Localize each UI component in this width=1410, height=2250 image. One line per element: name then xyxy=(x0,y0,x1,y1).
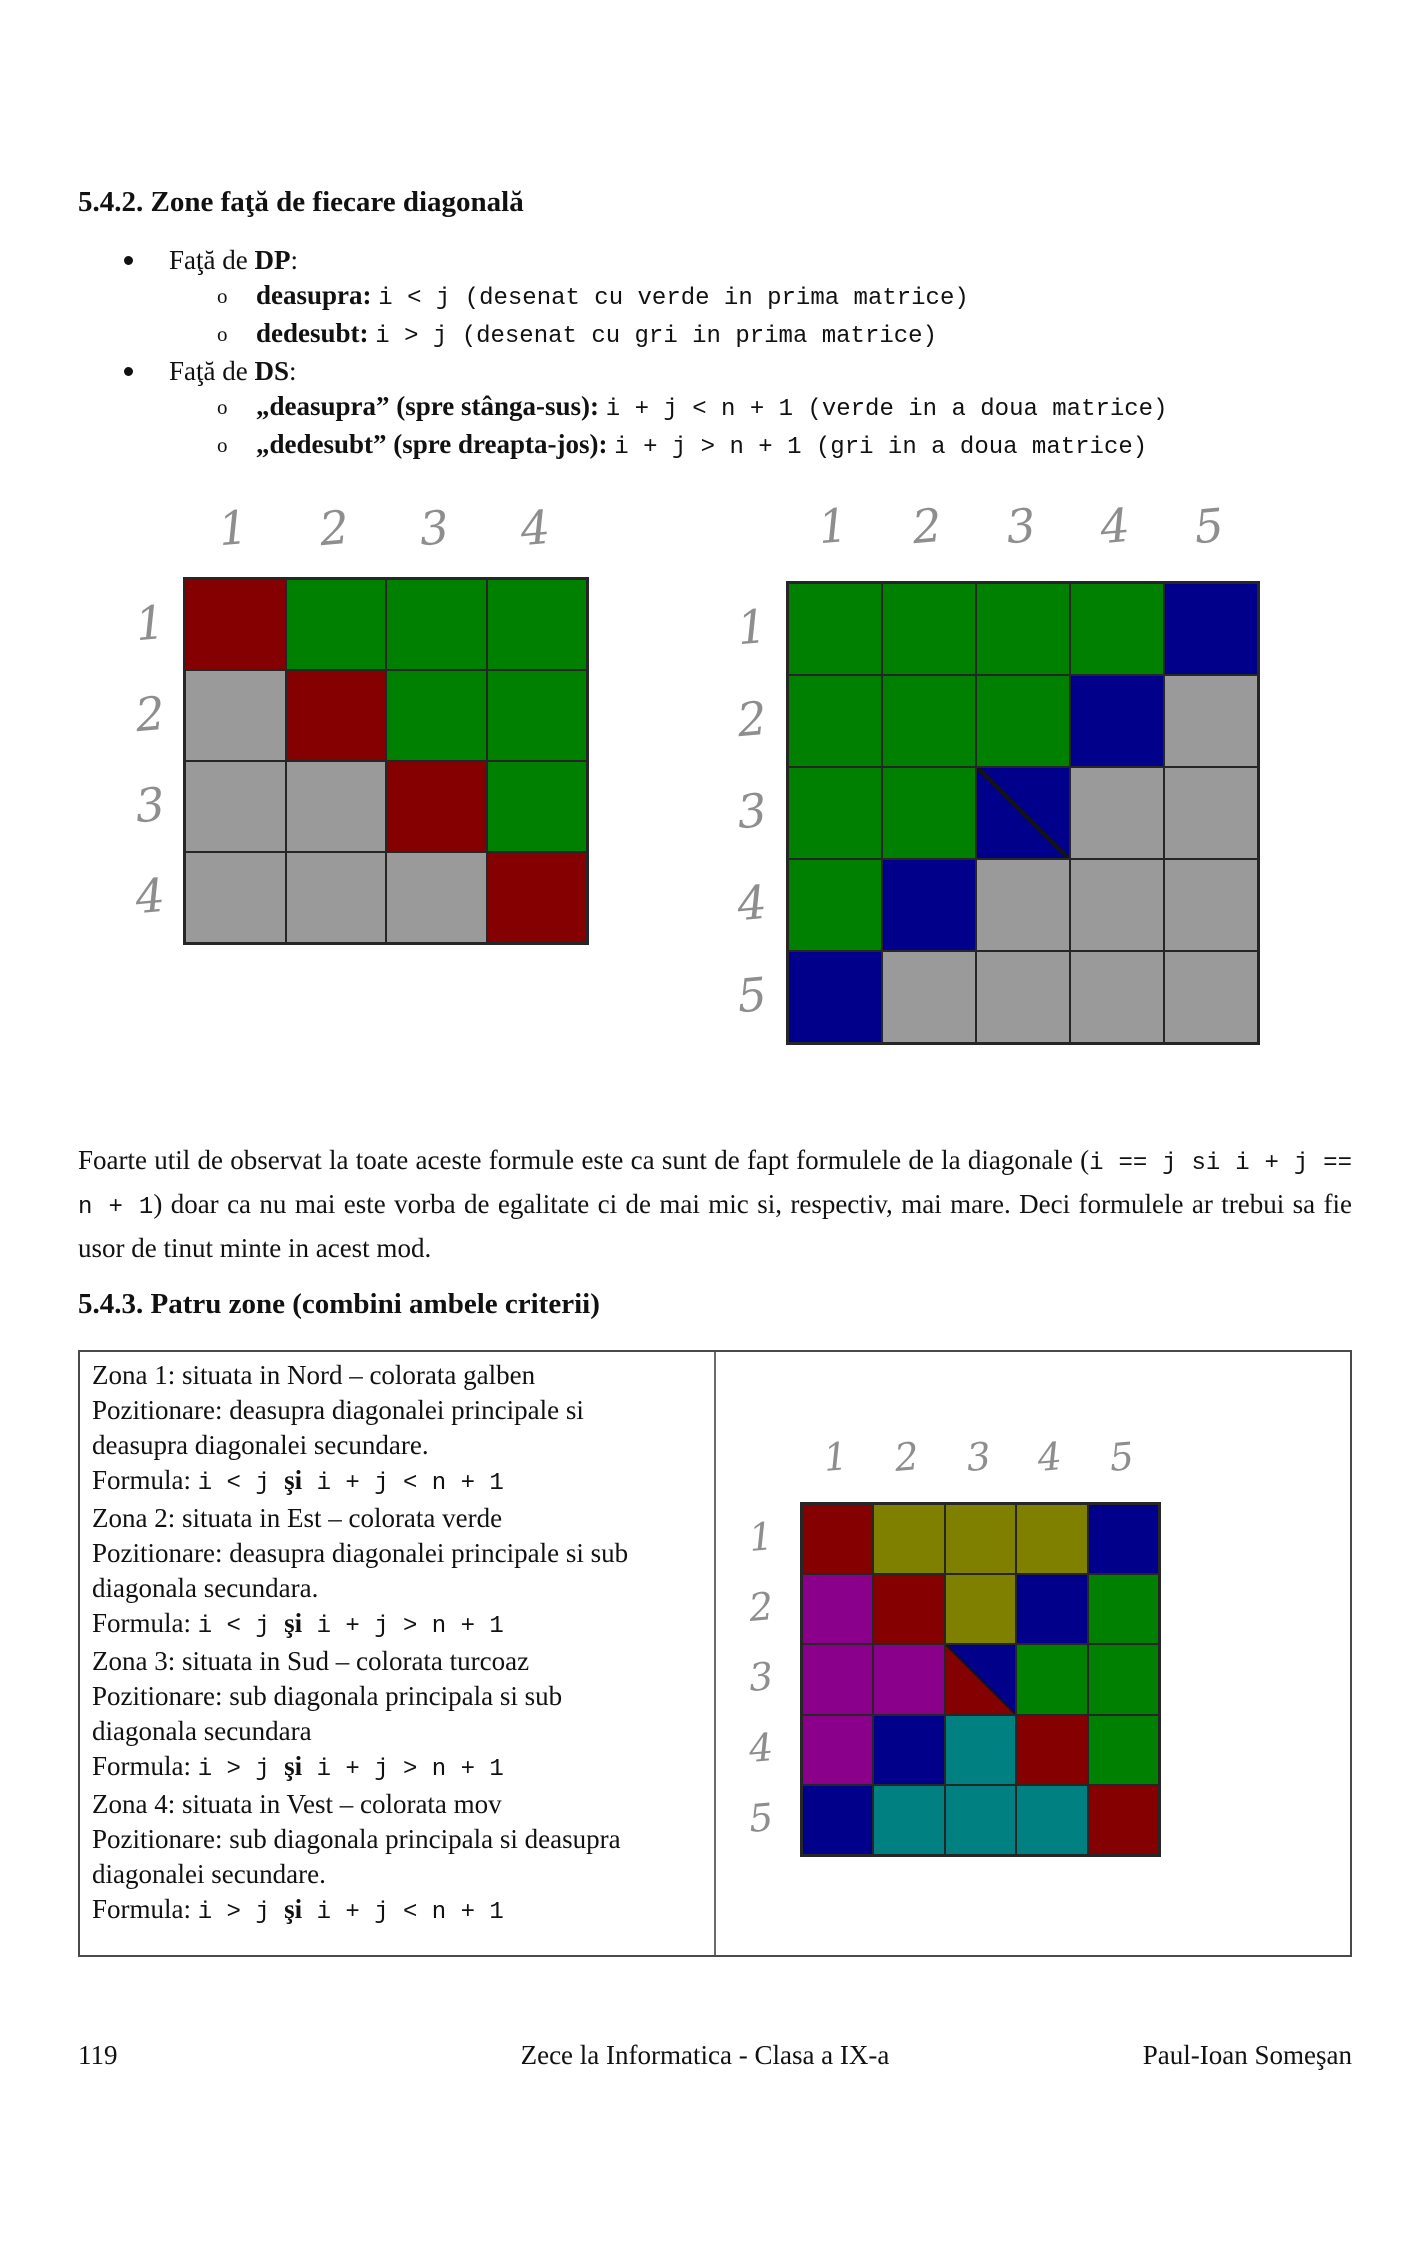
matrix-cell-r5c5 xyxy=(1088,1785,1159,1855)
matrix-cell-r1c4 xyxy=(1070,583,1164,675)
matrix-cell-r4c3 xyxy=(976,859,1070,951)
text-segment: „dedesubt” (spre dreapta-jos): xyxy=(256,429,615,459)
text-segment: Formula: xyxy=(92,1465,198,1495)
bullet-item xyxy=(78,243,1368,278)
text-segment: Faţă de xyxy=(169,245,255,275)
zone-text-line xyxy=(92,1501,697,1536)
sub-bullet-item xyxy=(78,389,1368,427)
row-label: 1 xyxy=(133,594,167,651)
row-label: 4 xyxy=(747,1724,775,1771)
row-label: 1 xyxy=(735,598,769,656)
matrix-cell-r1c5 xyxy=(1088,1504,1159,1574)
text-segment: şi xyxy=(284,1465,303,1495)
matrix-cell-r3c1 xyxy=(185,761,286,852)
matrix-cell-r1c1 xyxy=(802,1504,873,1574)
zone-text-line xyxy=(92,1393,697,1428)
text-segment: Zona 4: situata in Vest – colorata mov xyxy=(92,1789,502,1819)
row-label: 2 xyxy=(735,690,769,748)
matrix-cell-r5c1 xyxy=(788,951,882,1043)
row-label: 4 xyxy=(133,867,167,924)
zone-text-line xyxy=(92,1749,697,1787)
row-label: 5 xyxy=(747,1794,775,1841)
matrix-cell-r4c3 xyxy=(945,1715,1016,1785)
four-zones-box xyxy=(78,1350,1352,1957)
sub-bullet-item xyxy=(78,316,1368,354)
matrix-cell-r1c1 xyxy=(185,579,286,670)
matrix-cell-r3c3 xyxy=(976,767,1070,859)
col-label: 3 xyxy=(1004,497,1038,555)
text-segment: i > j (desenat cu gri in prima matrice) xyxy=(375,323,937,350)
matrix-cell-r3c2 xyxy=(286,761,387,852)
matrix-cell-r5c3 xyxy=(945,1785,1016,1855)
text-segment: : xyxy=(289,356,297,386)
bullet-item xyxy=(78,354,1368,389)
zone-text-line xyxy=(92,1358,697,1393)
matrix-cell-r1c3 xyxy=(945,1504,1016,1574)
col-label: 2 xyxy=(910,497,944,555)
zone-descriptions xyxy=(92,1358,697,1930)
matrix-cell-r3c3 xyxy=(386,761,487,852)
matrix-cell-r2c3 xyxy=(976,675,1070,767)
matrix-cell-r4c4 xyxy=(1070,859,1164,951)
text-segment: Pozitionare: sub diagonala principala si sub xyxy=(92,1681,563,1711)
bullet-list xyxy=(78,243,1368,465)
zone-text-line xyxy=(92,1536,697,1571)
zone-text-line xyxy=(92,1822,697,1857)
zone-text-line xyxy=(92,1428,697,1463)
circle-bullet-icon: o xyxy=(217,284,228,308)
row-label: 3 xyxy=(747,1654,775,1701)
matrix-body xyxy=(117,577,589,945)
col-label: 3 xyxy=(417,499,452,557)
section-heading-542: 5.4.2. Zone faţă de fiecare diagonală xyxy=(78,186,524,218)
col-label: 1 xyxy=(216,499,251,557)
matrix-cell-r5c1 xyxy=(802,1785,873,1855)
col-label: 4 xyxy=(1035,1434,1064,1480)
text-segment: deasupra: xyxy=(256,280,379,310)
bullet-dot-icon xyxy=(124,367,133,376)
text-segment: şi xyxy=(284,1894,303,1924)
row-label: 3 xyxy=(735,782,769,840)
bullet-dot-icon xyxy=(124,256,133,265)
zone-text-line xyxy=(92,1571,697,1606)
body-paragraph xyxy=(78,1140,1352,1268)
matrix-cell-r2c1 xyxy=(788,675,882,767)
matrix-cell-r4c2 xyxy=(286,852,387,943)
matrix-cell-r4c3 xyxy=(386,852,487,943)
box-column-divider xyxy=(714,1352,716,1955)
matrix-grid xyxy=(800,1502,1161,1857)
text-segment: i + j > n + 1 (gri in a doua matrice) xyxy=(614,434,1148,461)
col-label: 4 xyxy=(1098,497,1132,555)
text-segment: Zona 3: situata in Sud – colorata turcoaz xyxy=(92,1646,530,1676)
circle-bullet-icon: o xyxy=(217,433,228,457)
text-segment: i > j xyxy=(197,1899,285,1926)
text-segment: Formula: xyxy=(92,1608,198,1638)
zone-text-line xyxy=(92,1787,697,1822)
footer-book-title: Zece la Informatica - Clasa a IX-a xyxy=(520,2040,890,2070)
matrix-cell-r1c5 xyxy=(1164,583,1258,675)
matrix-cell-r2c1 xyxy=(802,1574,873,1644)
matrix-cell-r4c2 xyxy=(873,1715,944,1785)
text-segment: i < j (desenat cu verde in prima matrice) xyxy=(378,285,969,312)
text-segment: diagonala secundara xyxy=(92,1716,312,1746)
sub-bullet-item xyxy=(78,427,1368,465)
matrix-cell-r5c2 xyxy=(873,1785,944,1855)
section-heading-543: 5.4.3. Patru zone (combini ambele criterii) xyxy=(78,1288,600,1320)
matrix-cell-r3c1 xyxy=(788,767,882,859)
matrix-row-labels xyxy=(718,581,786,1041)
text-segment: diagonala secundara. xyxy=(92,1573,319,1603)
text-segment: i + j > n + 1 xyxy=(302,1756,504,1783)
matrix-cell-r2c2 xyxy=(873,1574,944,1644)
zone-text-line xyxy=(92,1679,697,1714)
text-segment: ) doar ca nu mai este vorba de egalitate ci de mai mic si, respectiv, mai mare. Deci formulele ar trebui sa fie usor de tinut minte in acest mod. xyxy=(78,1189,1352,1263)
text-segment: dedesubt: xyxy=(256,318,376,348)
matrix-cell-r4c2 xyxy=(882,859,976,951)
matrix-cell-r1c2 xyxy=(873,1504,944,1574)
matrix-cell-r3c4 xyxy=(1016,1644,1087,1714)
text-segment: i + j < n + 1 xyxy=(302,1470,504,1497)
col-label: 3 xyxy=(964,1434,993,1480)
matrix-cell-r2c5 xyxy=(1088,1574,1159,1644)
text-segment: i + j < n + 1 (verde in a doua matrice) xyxy=(605,396,1168,423)
matrix-cell-r2c3 xyxy=(945,1574,1016,1644)
col-label: 1 xyxy=(821,1434,850,1480)
matrix-cell-r1c4 xyxy=(487,579,588,670)
text-segment: şi xyxy=(284,1608,303,1638)
matrix-cell-r1c4 xyxy=(1016,1504,1087,1574)
matrix-cell-r4c1 xyxy=(802,1715,873,1785)
text-segment: DP xyxy=(254,245,291,275)
page-footer xyxy=(0,2040,1410,2080)
zone-text-line xyxy=(92,1857,697,1892)
matrix-cell-r1c1 xyxy=(788,583,882,675)
matrix-cell-r2c4 xyxy=(1016,1574,1087,1644)
text-segment: i == j si i + j == n + 1 xyxy=(78,1150,1352,1221)
matrix-row-labels xyxy=(722,1502,800,1853)
matrix-cell-r1c3 xyxy=(386,579,487,670)
matrix-cell-r3c4 xyxy=(487,761,588,852)
text-segment: Faţă de xyxy=(169,356,255,386)
col-label: 4 xyxy=(517,499,552,557)
matrix-cell-r2c4 xyxy=(1070,675,1164,767)
matrix-cell-r3c5 xyxy=(1164,767,1258,859)
matrix-cell-r3c1 xyxy=(802,1644,873,1714)
col-label: 5 xyxy=(1192,497,1226,555)
matrix-cell-r4c5 xyxy=(1164,859,1258,951)
circle-bullet-icon: o xyxy=(217,322,228,346)
sub-bullet-item xyxy=(78,278,1368,316)
matrix-cell-r5c2 xyxy=(882,951,976,1043)
text-segment: Formula: xyxy=(92,1751,198,1781)
matrix-cell-r5c4 xyxy=(1070,951,1164,1043)
text-segment: Pozitionare: deasupra diagonalei principale si sub xyxy=(92,1538,629,1568)
matrix-cell-r3c4 xyxy=(1070,767,1164,859)
text-segment: „deasupra” (spre stânga-sus): xyxy=(256,391,606,421)
matrix-col-labels xyxy=(183,499,585,577)
matrix-cell-r1c2 xyxy=(286,579,387,670)
matrix-cell-r2c4 xyxy=(487,670,588,761)
matrix-cell-r4c5 xyxy=(1088,1715,1159,1785)
matrix-cell-r1c2 xyxy=(882,583,976,675)
matrix-cell-r3c3 xyxy=(945,1644,1016,1714)
matrix-figure-secondary-diagonal xyxy=(718,497,1260,1045)
matrix-cell-r5c4 xyxy=(1016,1785,1087,1855)
matrix-col-labels xyxy=(800,1434,1157,1502)
matrix-cell-r4c1 xyxy=(788,859,882,951)
row-label: 4 xyxy=(735,874,769,932)
zone-text-line xyxy=(92,1606,697,1644)
matrix-cell-r4c1 xyxy=(185,852,286,943)
row-label: 3 xyxy=(133,776,167,833)
matrix-cell-r3c2 xyxy=(882,767,976,859)
circle-bullet-icon: o xyxy=(217,395,228,419)
text-segment: Formula: xyxy=(92,1894,198,1924)
matrix-body xyxy=(718,581,1260,1045)
zone-text-line xyxy=(92,1714,697,1749)
matrix-cell-r4c4 xyxy=(1016,1715,1087,1785)
matrix-figure-four-zones xyxy=(722,1434,1161,1857)
row-label: 1 xyxy=(747,1514,775,1561)
text-segment: deasupra diagonalei secundare. xyxy=(92,1430,429,1460)
col-label: 2 xyxy=(893,1434,922,1480)
matrix-cell-r3c5 xyxy=(1088,1644,1159,1714)
text-segment: Zona 2: situata in Est – colorata verde xyxy=(92,1503,503,1533)
matrix-grid xyxy=(786,581,1260,1045)
text-segment: i < j xyxy=(197,1470,285,1497)
text-segment: i < j xyxy=(197,1613,285,1640)
text-segment: i > j xyxy=(197,1756,285,1783)
row-label: 2 xyxy=(747,1584,775,1631)
text-segment: DS xyxy=(254,356,289,386)
matrix-cell-r2c5 xyxy=(1164,675,1258,767)
zone-text-line xyxy=(92,1892,697,1930)
text-segment: Pozitionare: deasupra diagonalei principale si xyxy=(92,1395,584,1425)
text-segment: : xyxy=(290,245,298,275)
zone-text-line xyxy=(92,1463,697,1501)
text-segment: i + j > n + 1 xyxy=(302,1613,504,1640)
text-segment: i + j < n + 1 xyxy=(302,1899,504,1926)
text-segment: Zona 1: situata in Nord – colorata galben xyxy=(92,1360,536,1390)
col-label: 1 xyxy=(816,497,850,555)
matrix-row-labels xyxy=(117,577,183,941)
matrix-figure-main-diagonal xyxy=(117,499,589,945)
zone-text-line xyxy=(92,1644,697,1679)
text-segment: diagonalei secundare. xyxy=(92,1859,326,1889)
matrix-cell-r3c2 xyxy=(873,1644,944,1714)
col-label: 2 xyxy=(316,499,351,557)
text-segment: şi xyxy=(284,1751,303,1781)
text-segment: Pozitionare: sub diagonala principala si deasupra xyxy=(92,1824,621,1854)
matrix-cell-r2c3 xyxy=(386,670,487,761)
matrix-cell-r2c2 xyxy=(882,675,976,767)
matrix-body xyxy=(722,1502,1161,1857)
matrix-cell-r2c1 xyxy=(185,670,286,761)
row-label: 5 xyxy=(735,966,769,1024)
matrix-grid xyxy=(183,577,589,945)
matrix-col-labels xyxy=(786,497,1256,581)
matrix-cell-r2c2 xyxy=(286,670,387,761)
matrix-cell-r5c5 xyxy=(1164,951,1258,1043)
page-number: 119 xyxy=(78,2040,118,2070)
col-label: 5 xyxy=(1107,1434,1136,1480)
matrix-cell-r4c4 xyxy=(487,852,588,943)
matrix-cell-r5c3 xyxy=(976,951,1070,1043)
row-label: 2 xyxy=(133,685,167,742)
matrix-cell-r1c3 xyxy=(976,583,1070,675)
text-segment: Foarte util de observat la toate aceste formule este ca sunt de fapt formulele de la diagonale ( xyxy=(78,1145,1090,1175)
footer-author: Paul-Ioan Someşan xyxy=(1142,2040,1352,2070)
